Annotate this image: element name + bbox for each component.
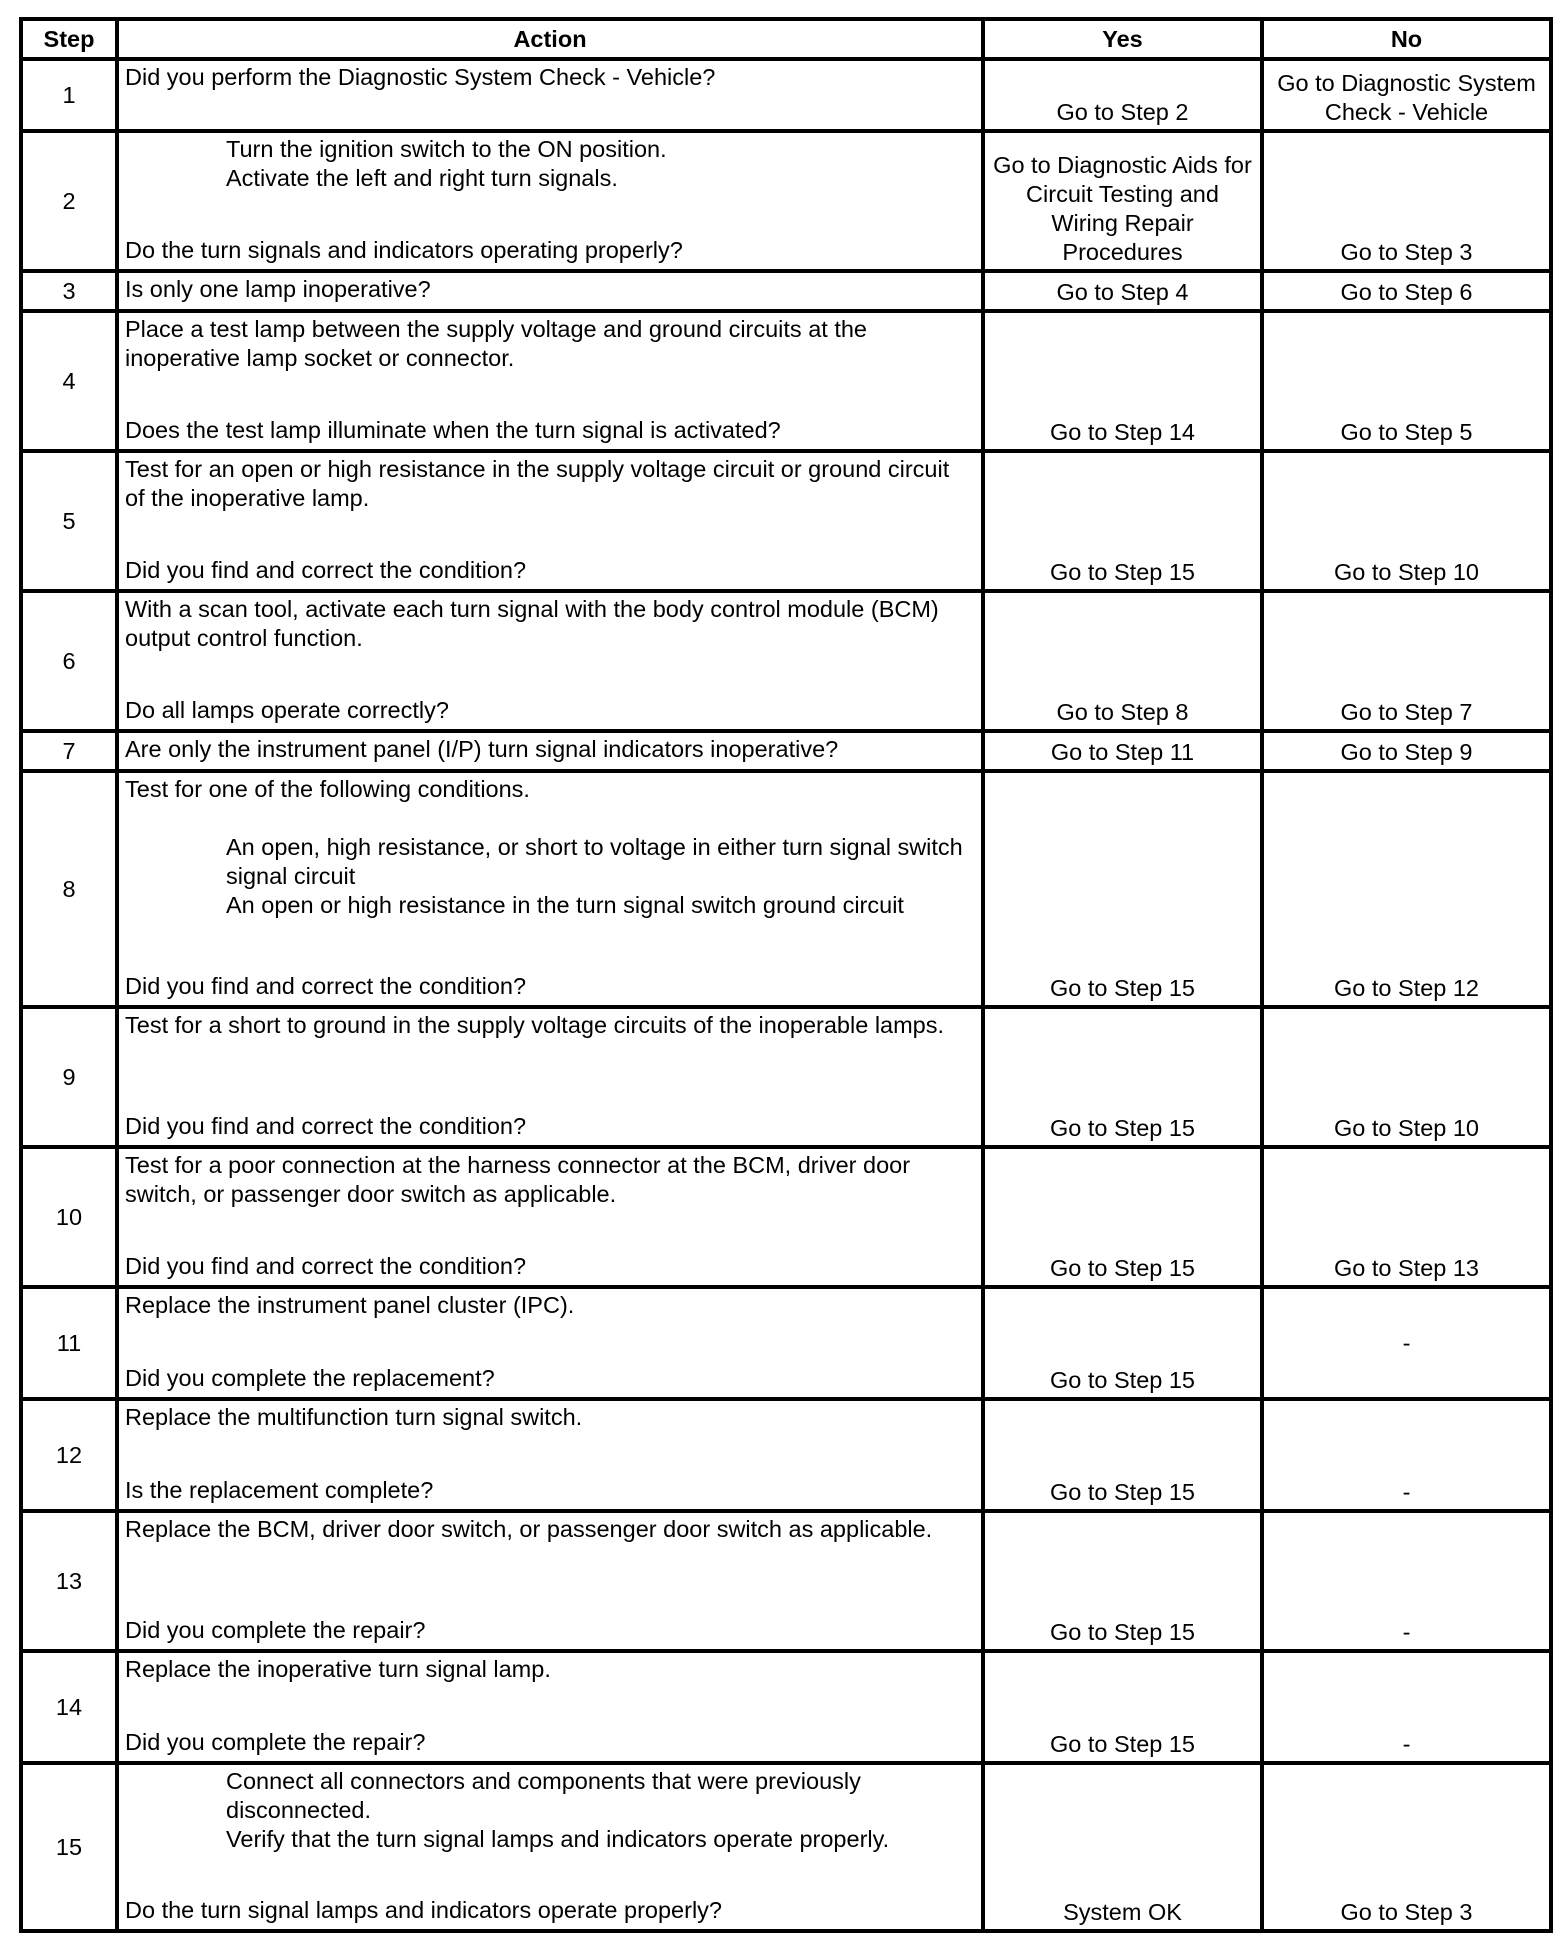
- action-question: Do the turn signal lamps and indicators operate properly?: [125, 1897, 722, 1923]
- action-cell: [117, 1511, 983, 1651]
- header-yes: Yes: [983, 19, 1262, 59]
- yes-result: Go to Step 15: [983, 451, 1262, 591]
- diagnostic-table: [19, 17, 1553, 1933]
- diagnostic-table-sheet: [19, 17, 1549, 1933]
- action-substep: Activate the left and right turn signals.: [226, 165, 618, 191]
- yes-result: Go to Step 11: [983, 731, 1262, 771]
- yes-result: Go to Diagnostic Aids for Circuit Testing and Wiring Repair Procedures: [983, 131, 1262, 271]
- action-question: Did you find and correct the condition?: [125, 973, 527, 999]
- yes-result: Go to Step 4: [983, 271, 1262, 311]
- step-number: 9: [21, 1007, 117, 1147]
- action-question: Is the replacement complete?: [125, 1477, 434, 1503]
- no-result: Go to Step 10: [1262, 1007, 1551, 1147]
- table-row: [21, 1511, 1551, 1651]
- action-cell: [117, 1147, 983, 1287]
- action-cell: [117, 1399, 983, 1511]
- step-number: 4: [21, 311, 117, 451]
- step-number: 3: [21, 271, 117, 311]
- no-result: Go to Step 3: [1262, 131, 1551, 271]
- action-text: Replace the multifunction turn signal switch.: [125, 1404, 583, 1430]
- no-result: Go to Step 9: [1262, 731, 1551, 771]
- yes-result: Go to Step 15: [983, 1511, 1262, 1651]
- no-result: Go to Step 12: [1262, 771, 1551, 1007]
- action-text: Are only the instrument panel (I/P) turn signal indicators inoperative?: [125, 736, 839, 762]
- table-row: [21, 1399, 1551, 1511]
- action-cell: [117, 59, 983, 131]
- table-row: [21, 451, 1551, 591]
- yes-result: Go to Step 15: [983, 1651, 1262, 1763]
- step-number: 7: [21, 731, 117, 771]
- table-row: [21, 771, 1551, 1007]
- action-cell: [117, 1007, 983, 1147]
- action-substep: Connect all connectors and components that were previously disconnected.: [226, 1768, 861, 1823]
- action-cell: [117, 1763, 983, 1931]
- action-substep: An open, high resistance, or short to voltage in either turn signal switch signal circuit: [226, 834, 963, 889]
- action-question: Did you complete the replacement?: [125, 1365, 495, 1391]
- action-text: Did you perform the Diagnostic System Check - Vehicle?: [125, 64, 716, 90]
- action-question: Did you find and correct the condition?: [125, 1253, 527, 1279]
- action-text: Replace the inoperative turn signal lamp.: [125, 1656, 551, 1682]
- yes-result: Go to Step 15: [983, 1399, 1262, 1511]
- step-number: 2: [21, 131, 117, 271]
- action-substep: Turn the ignition switch to the ON position.: [226, 136, 667, 162]
- no-result: -: [1262, 1287, 1551, 1399]
- header-row: [21, 19, 1551, 59]
- yes-result: Go to Step 15: [983, 1147, 1262, 1287]
- action-text: Is only one lamp inoperative?: [125, 276, 431, 302]
- no-result: -: [1262, 1399, 1551, 1511]
- header-action: Action: [117, 19, 983, 59]
- block-spacer: [125, 804, 975, 833]
- yes-result: System OK: [983, 1763, 1262, 1931]
- table-row: [21, 1651, 1551, 1763]
- table-row: [21, 1287, 1551, 1399]
- step-number: 11: [21, 1287, 117, 1399]
- table-row: [21, 1763, 1551, 1931]
- action-question: Do the turn signals and indicators operating properly?: [125, 237, 683, 263]
- action-text: Place a test lamp between the supply voltage and ground circuits at the inoperative lamp socket or connector.: [125, 316, 868, 371]
- table-row: [21, 271, 1551, 311]
- action-substep: An open or high resistance in the turn signal switch ground circuit: [226, 892, 904, 918]
- step-number: 5: [21, 451, 117, 591]
- step-number: 8: [21, 771, 117, 1007]
- action-question: Do all lamps operate correctly?: [125, 697, 449, 723]
- action-cell: [117, 591, 983, 731]
- table-row: [21, 731, 1551, 771]
- action-cell: [117, 131, 983, 271]
- table-row: [21, 311, 1551, 451]
- step-number: 1: [21, 59, 117, 131]
- yes-result: Go to Step 15: [983, 1287, 1262, 1399]
- no-result: Go to Step 5: [1262, 311, 1551, 451]
- yes-result: Go to Step 8: [983, 591, 1262, 731]
- action-text: Test for one of the following conditions.: [125, 776, 530, 802]
- action-question: Did you complete the repair?: [125, 1729, 426, 1755]
- step-number: 6: [21, 591, 117, 731]
- action-text: Test for a poor connection at the harness connector at the BCM, driver door switch, or passenger door switch as applicable.: [125, 1152, 911, 1207]
- step-number: 12: [21, 1399, 117, 1511]
- no-result: Go to Step 3: [1262, 1763, 1551, 1931]
- table-row: [21, 131, 1551, 271]
- action-question: Does the test lamp illuminate when the turn signal is activated?: [125, 417, 781, 443]
- action-cell: [117, 1651, 983, 1763]
- table-row: [21, 59, 1551, 131]
- action-question: Did you find and correct the condition?: [125, 1113, 527, 1139]
- no-result: Go to Step 10: [1262, 451, 1551, 591]
- no-result: Go to Step 13: [1262, 1147, 1551, 1287]
- table-row: [21, 591, 1551, 731]
- action-text: Replace the BCM, driver door switch, or passenger door switch as applicable.: [125, 1516, 933, 1542]
- header-step: Step: [21, 19, 117, 59]
- action-question: Did you complete the repair?: [125, 1617, 426, 1643]
- action-text: Replace the instrument panel cluster (IPC).: [125, 1292, 575, 1318]
- action-text: Test for an open or high resistance in the supply voltage circuit or ground circuit of the inoperative lamp.: [125, 456, 950, 511]
- step-number: 15: [21, 1763, 117, 1931]
- action-cell: [117, 1287, 983, 1399]
- action-text: With a scan tool, activate each turn signal with the body control module (BCM) output control function.: [125, 596, 939, 651]
- action-cell: [117, 771, 983, 1007]
- step-number: 14: [21, 1651, 117, 1763]
- no-result: Go to Step 6: [1262, 271, 1551, 311]
- step-number: 10: [21, 1147, 117, 1287]
- no-result: Go to Step 7: [1262, 591, 1551, 731]
- action-cell: [117, 271, 983, 311]
- table-body: [21, 59, 1551, 1931]
- action-text: Test for a short to ground in the supply voltage circuits of the inoperable lamps.: [125, 1012, 945, 1038]
- step-number: 13: [21, 1511, 117, 1651]
- yes-result: Go to Step 2: [983, 59, 1262, 131]
- action-cell: [117, 311, 983, 451]
- no-result: -: [1262, 1511, 1551, 1651]
- no-result: Go to Diagnostic System Check - Vehicle: [1262, 59, 1551, 131]
- yes-result: Go to Step 14: [983, 311, 1262, 451]
- header-no: No: [1262, 19, 1551, 59]
- yes-result: Go to Step 15: [983, 771, 1262, 1007]
- table-row: [21, 1007, 1551, 1147]
- action-substep: Verify that the turn signal lamps and indicators operate properly.: [226, 1826, 890, 1852]
- action-question: Did you find and correct the condition?: [125, 557, 527, 583]
- yes-result: Go to Step 15: [983, 1007, 1262, 1147]
- action-cell: [117, 451, 983, 591]
- no-result: -: [1262, 1651, 1551, 1763]
- table-row: [21, 1147, 1551, 1287]
- action-cell: [117, 731, 983, 771]
